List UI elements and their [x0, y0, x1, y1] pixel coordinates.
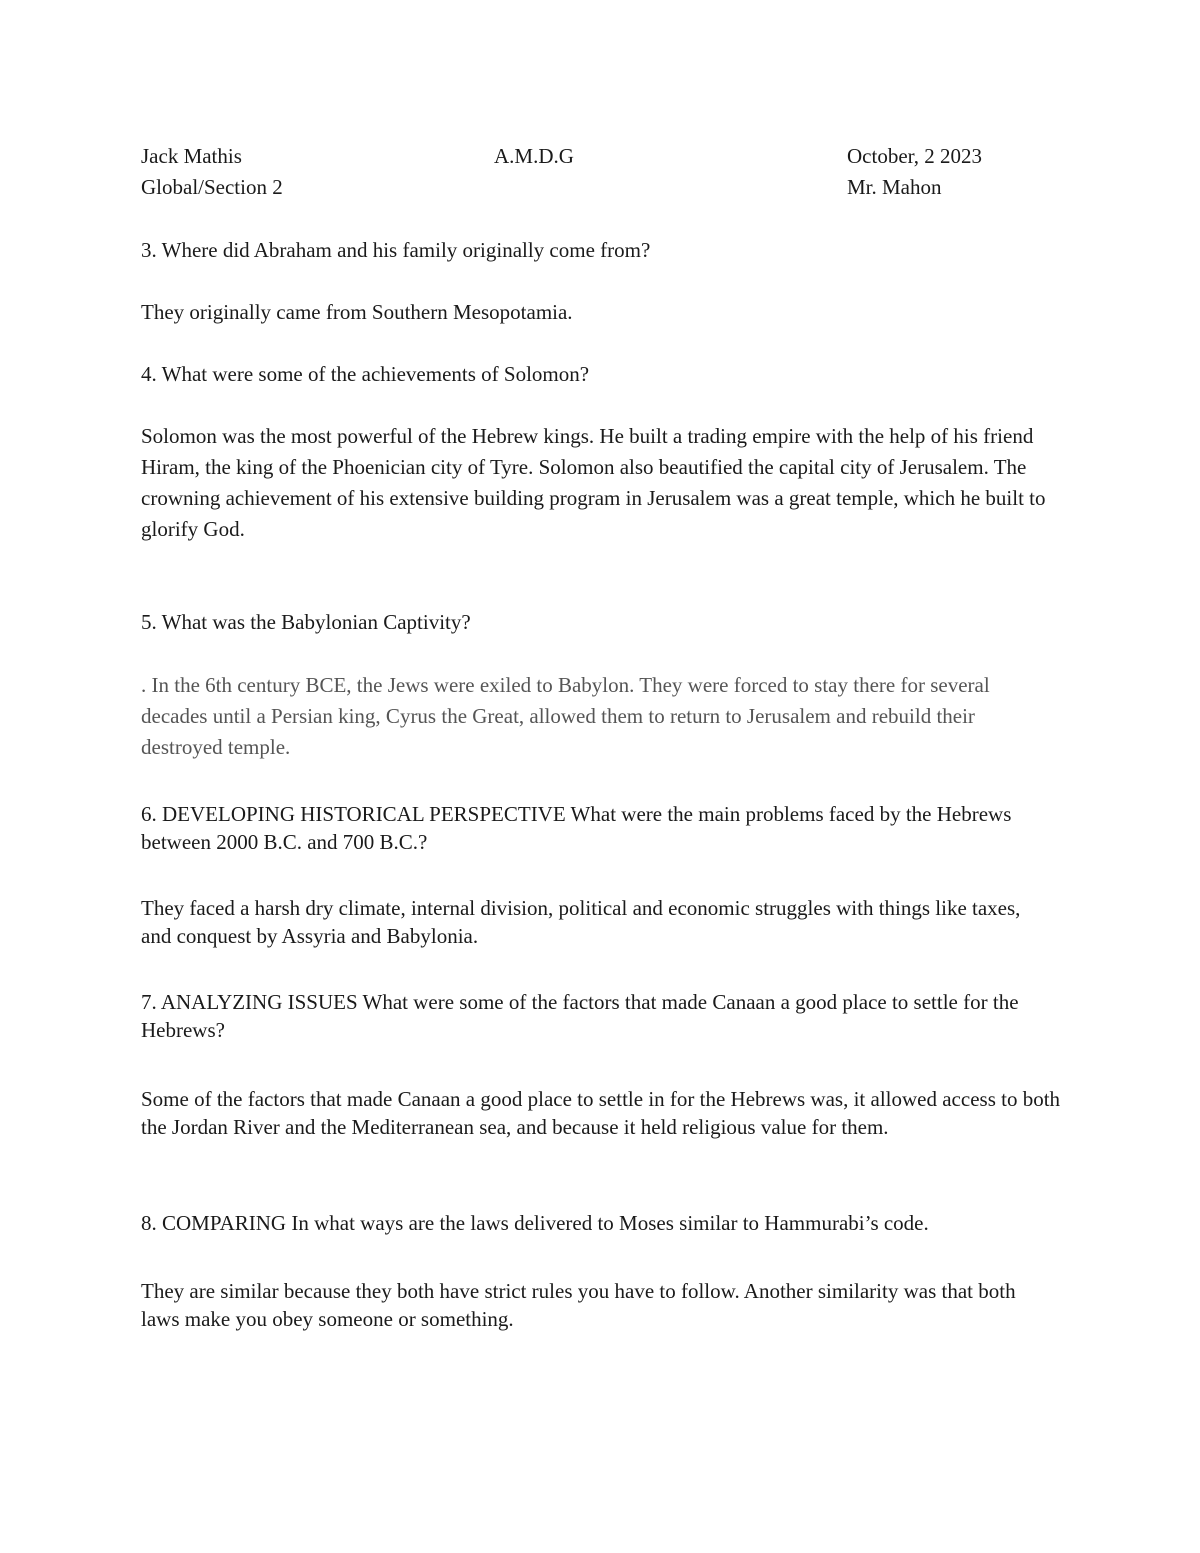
class-section: Global/Section 2 [141, 175, 283, 199]
teacher-name: Mr. Mahon [847, 175, 942, 199]
motto: A.M.D.G [494, 144, 574, 168]
question-7: 7. ANALYZING ISSUES What were some of the factors that made Canaan a good place to settle for the Hebrews? [141, 990, 1019, 1042]
answer-6: They faced a harsh dry climate, internal division, political and economic struggles with things like taxes, and conquest by Assyria and Babylonia. [141, 896, 1021, 948]
question-3: 3. Where did Abraham and his family originally come from? [141, 238, 651, 262]
question-8: 8. COMPARING In what ways are the laws delivered to Moses similar to Hammurabi’s code. [141, 1211, 929, 1235]
assignment-date: October, 2 2023 [847, 144, 983, 168]
answer-7: Some of the factors that made Canaan a good place to settle in for the Hebrews was, it allowed access to both the Jordan River and the Mediterranean sea, and because it held religious value for them. [141, 1087, 1061, 1139]
answer-3: They originally came from Southern Mesopotamia. [141, 300, 573, 324]
answer-8: They are similar because they both have strict rules you have to follow. Another similarity was that both laws make you obey someone or something. [141, 1279, 1016, 1331]
answer-4: Solomon was the most powerful of the Hebrew kings. He built a trading empire with the help of his friend Hiram, the king of the Phoenician city of Tyre. Solomon also beautified the capital city of Jerusalem. The crowning achievement of his extensive building program in Jerusalem was a great temple, which he built to glorify God. [141, 424, 1046, 541]
answer-5: . In the 6th century BCE, the Jews were exiled to Babylon. They were forced to stay there for several decades until a Persian king, Cyrus the Great, allowed them to return to Jerusalem and rebuild their destroyed temple. [141, 673, 990, 759]
student-name: Jack Mathis [141, 144, 242, 168]
question-6: 6. DEVELOPING HISTORICAL PERSPECTIVE What were the main problems faced by the Hebrews between 2000 B.C. and 700 B.C.? [141, 802, 1012, 854]
question-4: 4. What were some of the achievements of Solomon? [141, 362, 590, 386]
question-5: 5. What was the Babylonian Captivity? [141, 610, 471, 634]
